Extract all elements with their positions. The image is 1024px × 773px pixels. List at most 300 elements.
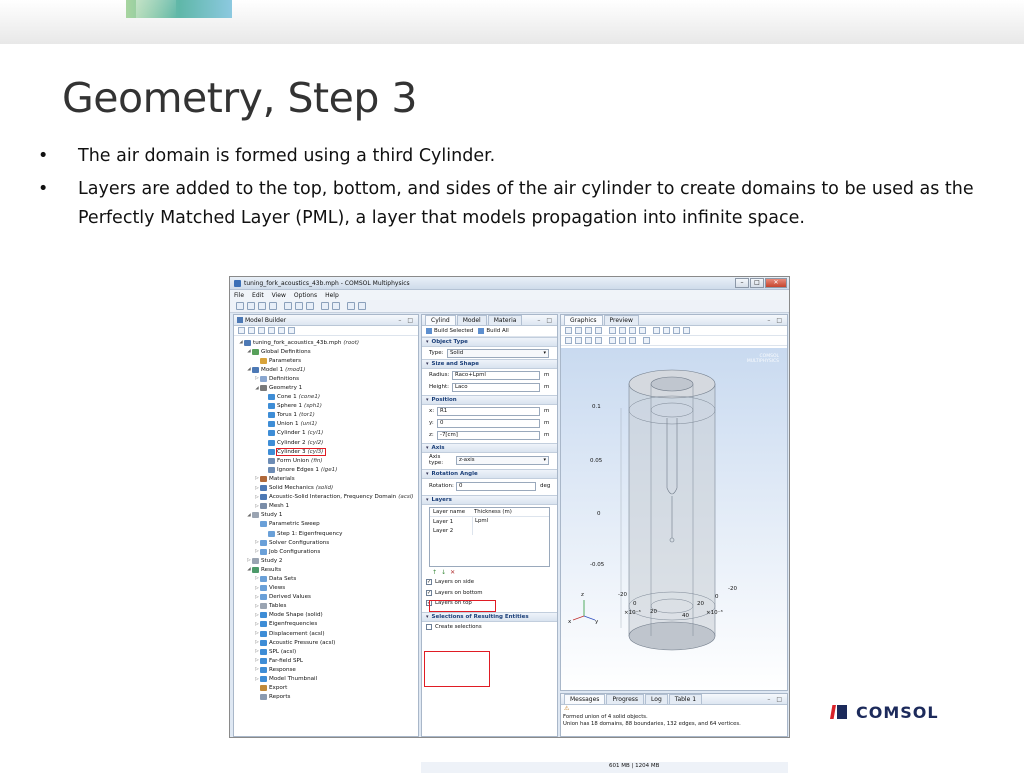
z-input[interactable]: -7[cm] xyxy=(437,431,540,440)
layers-table xyxy=(429,507,550,567)
layers-on-bottom-checkbox[interactable]: ✓ Layers on bottom xyxy=(427,589,483,596)
bottom-tick-label: 20 xyxy=(697,601,704,607)
window-titlebar xyxy=(230,277,789,290)
sort-icon[interactable] xyxy=(288,327,295,334)
tree-item-label xyxy=(269,358,301,364)
radius-input[interactable]: Raco+Lpml xyxy=(452,371,540,380)
tree-item-text: Global Definitions xyxy=(261,348,311,355)
exponent-label: ×10⁻³ xyxy=(624,610,641,616)
geometry-icon xyxy=(260,385,267,391)
rotation-input[interactable]: 0 xyxy=(456,482,536,491)
expand-arrow-icon[interactable]: ▷ xyxy=(255,549,259,555)
grid-icon[interactable] xyxy=(673,327,680,334)
expand-arrow-icon[interactable]: ▷ xyxy=(255,576,259,582)
tree-item[interactable] xyxy=(238,456,418,465)
tree-item[interactable] xyxy=(238,556,418,565)
image-icon[interactable] xyxy=(683,327,690,334)
bottom-tick-label: -20 xyxy=(728,586,737,592)
bullet-item xyxy=(38,142,988,171)
rotate-icon[interactable] xyxy=(629,327,636,334)
clear-messages-icon[interactable]: ⚠ xyxy=(564,705,570,712)
mesh-icon xyxy=(260,503,267,509)
graphics-toolbar-2 xyxy=(561,336,787,346)
print-icon[interactable] xyxy=(269,302,277,310)
inner-ring-top xyxy=(651,377,693,391)
tree-item[interactable] xyxy=(238,447,418,456)
import-icon[interactable] xyxy=(347,302,355,310)
build-toolbar xyxy=(422,326,557,337)
y-field: y: 0 m xyxy=(429,419,550,426)
app-icon xyxy=(234,280,241,287)
expand-arrow-icon[interactable]: ◢ xyxy=(247,367,251,373)
undo-icon[interactable] xyxy=(284,302,292,310)
triad-z-label: z xyxy=(581,592,584,598)
tree-item-label xyxy=(269,476,295,482)
tree-item[interactable] xyxy=(238,393,418,402)
delete-icon[interactable]: ✕ xyxy=(450,568,456,576)
model-icon xyxy=(252,367,259,373)
layer-row-highlight xyxy=(429,600,496,612)
select-boundary-icon[interactable] xyxy=(619,337,626,344)
tab-graphics[interactable]: Graphics xyxy=(564,315,603,325)
settings-pane xyxy=(421,314,558,737)
tree-item-text: Cone 1 xyxy=(277,394,297,401)
section-layers[interactable]: ▾ Layers xyxy=(422,495,557,505)
tree-item[interactable] xyxy=(238,474,418,483)
expand-arrow-icon[interactable]: ▷ xyxy=(255,376,259,382)
section-size-shape[interactable]: ▾ Size and Shape xyxy=(422,359,557,369)
definitions-icon xyxy=(260,376,267,382)
tab-preview[interactable]: Preview xyxy=(604,315,639,325)
layers-on-top-checkbox[interactable]: ✓ Layers on top xyxy=(427,600,472,607)
model-builder-toolbar xyxy=(234,326,418,336)
zoom-selection-icon[interactable] xyxy=(619,327,626,334)
maximize-button[interactable]: □ xyxy=(750,278,764,288)
tree-item[interactable] xyxy=(238,674,418,683)
tree-item-text: Export xyxy=(269,685,288,692)
tree-item-label xyxy=(269,649,296,655)
tree-item-text: Materials xyxy=(269,475,295,482)
tree-item[interactable] xyxy=(238,511,418,520)
section-position[interactable]: ▾ Position xyxy=(422,395,557,405)
reports-icon xyxy=(260,694,267,700)
tree-item[interactable] xyxy=(238,338,418,347)
pane-window-controls[interactable]: – □ xyxy=(767,316,784,324)
form-union-icon xyxy=(268,458,275,464)
tab-progress[interactable]: Progress xyxy=(606,694,644,704)
tree-item[interactable] xyxy=(238,356,418,365)
graphics-toolbar-1 xyxy=(561,326,787,336)
tree-item-label xyxy=(269,631,325,637)
expand-arrow-icon[interactable]: ▷ xyxy=(255,603,259,609)
build-all-icon[interactable] xyxy=(478,328,484,334)
comsol-logo xyxy=(830,702,939,722)
tree-item-text: Model Thumbnail xyxy=(269,676,318,683)
view-icon[interactable] xyxy=(595,327,602,334)
bullet-dot: • xyxy=(38,146,49,166)
tree-item[interactable] xyxy=(238,665,418,674)
layer-table-tools xyxy=(422,567,557,577)
model-builder-header xyxy=(234,315,418,326)
tree-item-text: Solver Configurations xyxy=(269,539,330,546)
model-builder-title: Model Builder xyxy=(245,316,287,324)
expand-arrow-icon[interactable]: ▷ xyxy=(255,540,259,546)
tree-item-text: Solid Mechanics xyxy=(269,485,314,492)
tree-item-label xyxy=(261,558,283,564)
tree-item-tag: (cone1) xyxy=(298,394,321,401)
tree-item[interactable] xyxy=(238,383,418,392)
tree-item-label xyxy=(277,394,320,400)
expand-arrow-icon[interactable]: ◢ xyxy=(247,349,251,355)
expand-arrow-icon[interactable]: ◢ xyxy=(239,340,243,346)
tree-item[interactable] xyxy=(238,574,418,583)
tree-item-text: Model 1 xyxy=(261,366,284,373)
tree-item-label xyxy=(277,412,315,418)
tree-item-tag: (root) xyxy=(343,339,360,346)
bottom-tick-label: 0 xyxy=(633,601,637,607)
model-builder-icon xyxy=(237,317,243,323)
tree-item-text: Derived Values xyxy=(269,594,311,601)
menu-file[interactable]: File xyxy=(234,291,245,299)
plot-icon xyxy=(260,658,267,664)
x-field: x: R1 m xyxy=(429,407,550,414)
globe-icon xyxy=(252,349,259,355)
pane-window-controls[interactable]: – □ xyxy=(767,695,784,703)
tree-item[interactable] xyxy=(238,565,418,574)
message-line: Formed union of 4 solid objects. xyxy=(563,714,648,720)
tree-item-tag: (solid) xyxy=(315,485,334,492)
collapse-icon[interactable] xyxy=(258,327,265,334)
tree-item-text: Reports xyxy=(269,694,291,701)
tree-item[interactable] xyxy=(238,374,418,383)
tab-cylinder[interactable]: Cylind xyxy=(425,315,456,325)
camera-icon[interactable] xyxy=(643,337,650,344)
plot-icon xyxy=(260,612,267,618)
select-edge-icon[interactable] xyxy=(629,337,636,344)
bottom-tick-label: 0 xyxy=(715,594,719,600)
bullet-list xyxy=(38,142,988,237)
union-icon xyxy=(268,421,275,427)
expand-arrow-icon[interactable]: ▷ xyxy=(255,631,259,637)
tables-icon xyxy=(260,603,267,609)
pane-window-controls[interactable]: – □ xyxy=(398,316,415,324)
tree-item[interactable] xyxy=(238,502,418,511)
tree-item-label xyxy=(269,376,299,382)
tree-item-text: Study 2 xyxy=(261,557,283,564)
results-icon xyxy=(252,567,259,573)
tree-item-text: Step 1: Eigenfrequency xyxy=(277,530,343,537)
tree-item[interactable] xyxy=(238,584,418,593)
tab-table-1[interactable]: Table 1 xyxy=(669,694,702,704)
tree-item[interactable] xyxy=(238,420,418,429)
ignore-edges-icon xyxy=(268,467,275,473)
bottom-tick-label: -20 xyxy=(618,592,627,598)
tab-messages[interactable]: Messages xyxy=(564,694,605,704)
tree-item[interactable] xyxy=(238,493,418,502)
zoom-out-icon[interactable] xyxy=(575,327,582,334)
section-object-type[interactable]: ▾ Object Type xyxy=(422,337,557,347)
tree-item-label xyxy=(277,458,323,464)
tree-item-label xyxy=(269,540,329,546)
tree-item[interactable] xyxy=(238,438,418,447)
create-selections-checkbox[interactable]: Create selections xyxy=(422,622,557,633)
expand-arrow-icon[interactable]: ▷ xyxy=(255,658,259,664)
tree-item[interactable] xyxy=(238,611,418,620)
y-input[interactable]: 0 xyxy=(437,419,540,428)
tree-item[interactable] xyxy=(238,693,418,702)
plot-icon xyxy=(260,676,267,682)
bottom-tick-label: 20 xyxy=(650,609,657,615)
tree-item-text: Form Union xyxy=(277,457,310,464)
tree-item[interactable] xyxy=(238,656,418,665)
axis-view-icon[interactable] xyxy=(663,327,670,334)
wireframe-icon[interactable] xyxy=(565,337,572,344)
tree-item-text: Definitions xyxy=(269,375,300,382)
tree-item-label xyxy=(269,521,320,527)
section-axis[interactable]: ▾ Axis xyxy=(422,443,557,453)
tree-item-text: Parameters xyxy=(269,357,302,364)
move-down-icon[interactable]: ↓ xyxy=(441,568,447,576)
tree-item-tag: (sph1) xyxy=(304,403,322,410)
zoom-extents-icon[interactable] xyxy=(585,327,592,334)
tree-item[interactable] xyxy=(238,593,418,602)
menu-view[interactable]: View xyxy=(271,291,286,299)
expand-arrow-icon[interactable]: ▷ xyxy=(255,485,259,491)
datasets-icon xyxy=(260,576,267,582)
table-row[interactable]: Layer 2 xyxy=(430,526,549,535)
radius-field: Radius: Raco+Lpml m xyxy=(429,371,550,378)
tree-item[interactable] xyxy=(238,684,418,693)
tree-item-text: Acoustic Pressure (acsl) xyxy=(269,639,336,646)
bullet-text: The air domain is formed using a third Cylinder. xyxy=(78,146,496,166)
tree-item-label xyxy=(269,667,296,673)
height-field: Height: Laco m xyxy=(429,383,550,390)
tree-item-label xyxy=(269,549,320,555)
transparency-icon[interactable] xyxy=(575,337,582,344)
plot-icon xyxy=(260,640,267,646)
plot-icon xyxy=(260,649,267,655)
tree-item-label xyxy=(269,494,414,500)
expand-arrow-icon[interactable]: ▷ xyxy=(255,667,259,673)
axis-type-field: Axis type: z-axis ▾ xyxy=(422,453,557,467)
layers-table-header: Layer name Thickness (m) xyxy=(430,508,549,517)
open-icon[interactable] xyxy=(247,302,255,310)
tree-item-text: Far-field SPL xyxy=(269,657,303,664)
tree-item[interactable] xyxy=(238,411,418,420)
pane-window-controls[interactable]: – □ xyxy=(537,316,554,324)
help-icon[interactable] xyxy=(332,302,340,310)
tree-item[interactable] xyxy=(238,602,418,611)
minimize-button[interactable]: – xyxy=(735,278,749,288)
tree-item-tag: (mod1) xyxy=(285,366,306,373)
menu-edit[interactable]: Edit xyxy=(252,291,264,299)
root-icon xyxy=(244,340,251,346)
expand-arrow-icon[interactable]: ▷ xyxy=(255,649,259,655)
forward-icon[interactable] xyxy=(248,327,255,334)
tab-materials[interactable]: Materia xyxy=(488,315,523,325)
menu-help[interactable]: Help xyxy=(325,291,339,299)
messages-pane xyxy=(560,693,788,737)
tree-item[interactable] xyxy=(238,620,418,629)
expand-arrow-icon[interactable]: ▷ xyxy=(255,476,259,482)
z-tick-label: 0 xyxy=(597,511,601,517)
model-tree xyxy=(234,336,418,702)
section-selections[interactable]: ▾ Selections of Resulting Entities xyxy=(422,612,557,622)
bullet-text: Layers are added to the top, bottom, and sides of the air cylinder to create domains to be used as the Perfectly Matched Layer (PML), a layer that models propagation into infinite space. xyxy=(78,179,974,228)
exponent-label: ×10⁻³ xyxy=(706,610,723,616)
z-tick-label: 0.05 xyxy=(590,458,603,464)
lighting-icon[interactable] xyxy=(585,337,592,344)
expand-arrow-icon[interactable]: ▷ xyxy=(255,503,259,509)
expand-arrow-icon[interactable]: ▷ xyxy=(255,612,259,618)
acoustic-icon xyxy=(260,494,267,500)
triad-x-label: x xyxy=(568,619,572,625)
tree-item-label xyxy=(277,467,337,473)
tree-item-label xyxy=(269,594,311,600)
zoom-box-icon[interactable] xyxy=(609,327,616,334)
views-icon xyxy=(260,585,267,591)
tree-item-text: Cylinder 1 xyxy=(277,430,306,437)
expand-arrow-icon[interactable]: ▷ xyxy=(255,494,259,500)
materials-icon xyxy=(260,476,267,482)
graphics-canvas[interactable] xyxy=(561,348,787,690)
height-input[interactable]: Laco xyxy=(452,383,540,392)
layers-on-side-checkbox[interactable]: ✓ Layers on side xyxy=(427,579,475,586)
tree-item-label xyxy=(277,403,322,409)
build-selected-button[interactable]: Build Selected xyxy=(434,328,474,334)
tree-item-text: Tables xyxy=(269,603,287,610)
window-controls xyxy=(734,278,787,288)
expand-icon[interactable] xyxy=(268,327,275,334)
z-tick-label: 0.1 xyxy=(592,404,601,410)
triad-y-label: y xyxy=(595,619,599,625)
job-icon xyxy=(260,549,267,555)
window-title: tuning_fork_acoustics_43b.mph - COMSOL Multiphysics xyxy=(244,279,410,287)
tab-log[interactable]: Log xyxy=(645,694,668,704)
tree-item-label xyxy=(261,512,283,518)
expand-arrow-icon[interactable]: ▷ xyxy=(255,585,259,591)
tree-item[interactable] xyxy=(238,484,418,493)
tree-item-label xyxy=(253,340,359,346)
tree-item-tag: (acsl) xyxy=(398,494,414,501)
tree-item-label xyxy=(277,421,317,427)
expand-arrow-icon[interactable]: ◢ xyxy=(247,512,251,518)
tree-item[interactable] xyxy=(238,647,418,656)
tree-item-text: Mode Shape (solid) xyxy=(269,612,323,619)
sweep-icon xyxy=(260,521,267,527)
tree-item-tag: (ige1) xyxy=(320,466,338,473)
table-row[interactable]: Layer 1 Lpml xyxy=(430,517,549,526)
tree-item[interactable] xyxy=(238,465,418,474)
tree-item[interactable] xyxy=(238,538,418,547)
select-icon[interactable] xyxy=(653,327,660,334)
messages-tabs xyxy=(561,694,787,705)
sphere-icon xyxy=(268,403,275,409)
section-rotation-angle[interactable]: ▾ Rotation Angle xyxy=(422,469,557,479)
tree-item[interactable] xyxy=(238,520,418,529)
comsol-window xyxy=(229,276,790,769)
message-line: Union has 18 domains, 88 boundaries, 132 edges, and 64 vertices. xyxy=(563,721,741,727)
tree-item[interactable] xyxy=(238,547,418,556)
render-icon[interactable] xyxy=(595,337,602,344)
tree-item[interactable] xyxy=(238,347,418,356)
close-button[interactable]: ✕ xyxy=(765,278,787,288)
tree-item-label xyxy=(269,385,302,391)
tree-item-text: Study 1 xyxy=(261,512,283,519)
eigenfreq-plot-icon xyxy=(260,621,267,627)
expand-arrow-icon[interactable]: ▷ xyxy=(255,676,259,682)
z-field: z: -7[cm] m xyxy=(429,431,550,438)
parameters-icon[interactable] xyxy=(321,302,329,310)
expand-arrow-icon[interactable]: ▷ xyxy=(255,621,259,627)
tree-item-tag: (cyl2) xyxy=(307,439,324,446)
tree-item-text: Parametric Sweep xyxy=(269,521,320,528)
z-tick-label: -0.05 xyxy=(590,562,605,568)
tree-item[interactable] xyxy=(238,429,418,438)
bottom-tick-label: 40 xyxy=(682,613,689,619)
tree-item-label xyxy=(269,612,323,618)
tree-item-label xyxy=(269,676,317,682)
tab-model[interactable]: Model xyxy=(457,315,487,325)
zoom-in-icon[interactable] xyxy=(565,327,572,334)
tree-item-text: Geometry 1 xyxy=(269,385,303,392)
expand-arrow-icon[interactable]: ◢ xyxy=(255,385,259,391)
redo-icon[interactable] xyxy=(295,302,303,310)
build-selected-icon[interactable] xyxy=(426,328,432,334)
comsol-watermark: COMSOL MULTIPHYSICS xyxy=(746,354,779,364)
tree-item-text: Eigenfrequencies xyxy=(269,621,318,628)
new-icon[interactable] xyxy=(236,302,244,310)
expand-arrow-icon[interactable]: ▷ xyxy=(255,640,259,646)
copy-icon[interactable] xyxy=(306,302,314,310)
build-all-button[interactable]: Build All xyxy=(486,328,509,334)
cylinder-icon xyxy=(268,440,275,446)
tree-item[interactable] xyxy=(238,402,418,411)
tree-item-label xyxy=(269,503,289,509)
tree-item-label xyxy=(277,531,342,537)
tree-item[interactable] xyxy=(238,638,418,647)
solid-mechanics-icon xyxy=(260,485,267,491)
expand-arrow-icon[interactable]: ◢ xyxy=(247,567,251,573)
header-logo-strip xyxy=(126,0,232,18)
eigen-icon xyxy=(268,531,275,537)
expand-arrow-icon[interactable]: ▷ xyxy=(247,558,251,564)
save-icon[interactable] xyxy=(258,302,266,310)
back-icon[interactable] xyxy=(238,327,245,334)
tree-item-label xyxy=(269,485,333,491)
x-input[interactable]: R1 xyxy=(437,407,540,416)
settings-tabs xyxy=(422,315,557,326)
expand-arrow-icon[interactable]: ▷ xyxy=(255,594,259,600)
show-icon[interactable] xyxy=(278,327,285,334)
select-domain-icon[interactable] xyxy=(609,337,616,344)
status-bar xyxy=(421,762,788,773)
tree-item[interactable] xyxy=(238,629,418,638)
dock-icon[interactable] xyxy=(358,302,366,310)
menu-options[interactable]: Options xyxy=(293,291,318,299)
tree-item-text: Union 1 xyxy=(277,421,299,428)
tree-item[interactable] xyxy=(238,365,418,374)
axis-type-select[interactable]: z-axis ▾ xyxy=(456,456,549,465)
export-icon xyxy=(260,685,267,691)
graphics-tabs xyxy=(561,315,787,326)
tree-item-label xyxy=(261,349,311,355)
study-icon xyxy=(252,558,259,564)
tree-item[interactable] xyxy=(238,529,418,538)
pan-icon[interactable] xyxy=(639,327,646,334)
move-up-icon[interactable]: ↑ xyxy=(432,568,438,576)
type-select[interactable]: Solid ▾ xyxy=(447,349,549,358)
